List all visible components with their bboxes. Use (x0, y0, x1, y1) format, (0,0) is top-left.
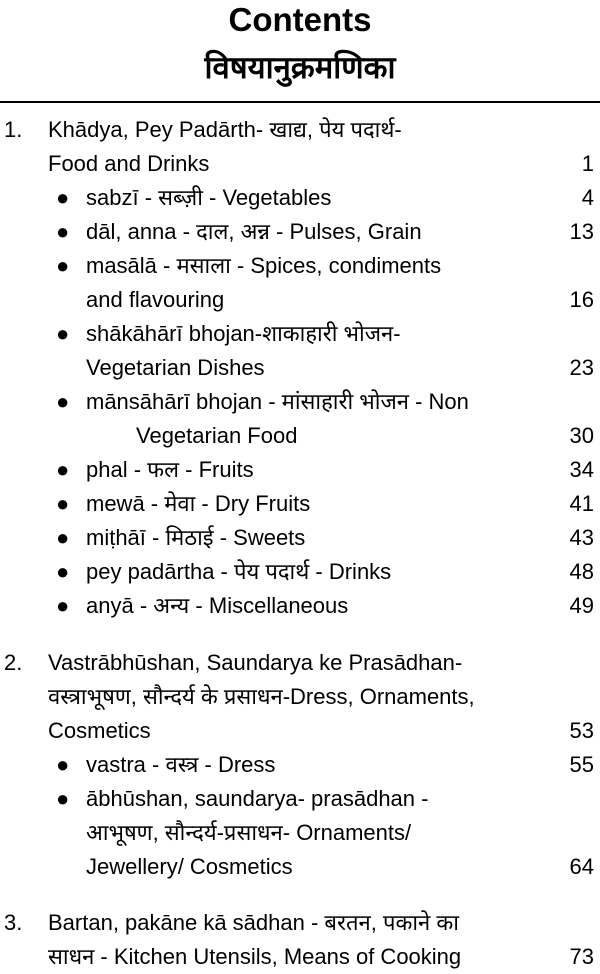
bullet-icon: ● (56, 321, 70, 346)
entry-text: mānsāhārī bhojan - मांसाहारी भोजन - Non (86, 389, 469, 414)
entry-text: mewā - मेवा - Dry Fruits (86, 491, 311, 516)
sub-entry[interactable] (0, 850, 600, 884)
page-number: 30 (569, 423, 594, 448)
page-number: 49 (569, 593, 594, 618)
entry-text: and flavouring (86, 287, 225, 312)
sub-entry[interactable] (0, 249, 600, 283)
entry-text: miṭhāī - मिठाई - Sweets (86, 525, 306, 550)
sub-entry[interactable] (0, 215, 600, 249)
bullet-icon: ● (56, 219, 70, 244)
bullet-icon: ● (56, 786, 70, 811)
page-number: 55 (569, 752, 594, 777)
sub-entry[interactable] (0, 748, 600, 782)
section-entry[interactable] (0, 940, 600, 974)
sub-entry[interactable] (0, 283, 600, 317)
contents-title: Contents (228, 1, 372, 38)
page-number: 23 (569, 355, 594, 380)
bullet-icon: ● (56, 593, 70, 618)
page-number: 43 (569, 525, 594, 550)
entry-text: आभूषण, सौन्दर्य-प्रसाधन- Ornaments/ (86, 820, 412, 845)
page-number: 16 (569, 287, 594, 312)
bullet-icon: ● (56, 559, 70, 584)
entry-text: ābhūshan, saundarya- prasādhan - (86, 786, 429, 811)
sub-entry[interactable] (0, 816, 600, 850)
section-number: 2. (4, 650, 23, 675)
bullet-icon: ● (56, 389, 70, 414)
entry-text: masālā - मसाला - Spices, condiments (86, 253, 442, 278)
section-title-line: साधन - Kitchen Utensils, Means of Cooking (48, 944, 462, 969)
page-number: 53 (569, 718, 594, 743)
entry-text: Vegetarian Food (136, 423, 298, 448)
sub-entry[interactable] (0, 589, 600, 623)
section-title-line: Vastrābhūshan, Saundarya ke Prasādhan- (48, 650, 463, 675)
section-entry[interactable] (0, 646, 600, 680)
entry-text: Vegetarian Dishes (86, 355, 265, 380)
sub-entry[interactable] (0, 782, 600, 816)
bullet-icon: ● (56, 752, 70, 777)
entry-text: shākāhārī bhojan-शाकाहारी भोजन- (86, 321, 401, 346)
section-entry[interactable] (0, 680, 600, 714)
bullet-icon: ● (56, 491, 70, 516)
sub-entry[interactable] (0, 317, 600, 351)
section-title-line: Khādya, Pey Padārth- खाद्य, पेय पदार्थ- (48, 117, 402, 142)
sub-entry[interactable] (0, 487, 600, 521)
sub-entry[interactable] (0, 453, 600, 487)
header-divider (0, 101, 600, 103)
entry-text: phal - फल - Fruits (86, 457, 254, 482)
entry-text: pey padārtha - पेय पदार्थ - Drinks (86, 559, 392, 584)
bullet-icon: ● (56, 457, 70, 482)
contents-subtitle: विषयानुक्रमणिका (204, 50, 396, 86)
page-number: 13 (569, 219, 594, 244)
sub-entry[interactable] (0, 351, 600, 385)
sub-entry[interactable] (0, 555, 600, 589)
bullet-icon: ● (56, 253, 70, 278)
entry-text: anyā - अन्य - Miscellaneous (86, 593, 349, 618)
entry-text: dāl, anna - दाल, अन्न - Pulses, Grain (86, 219, 422, 244)
sub-entry[interactable] (0, 385, 600, 419)
section-entry[interactable] (0, 906, 600, 940)
section-entry[interactable] (0, 147, 600, 181)
page-number: 1 (581, 151, 594, 176)
page-number: 73 (569, 944, 594, 969)
bullet-icon: ● (56, 185, 70, 210)
entry-text: vastra - वस्त्र - Dress (86, 752, 276, 777)
page-number: 41 (569, 491, 594, 516)
sub-entry[interactable] (0, 521, 600, 555)
page-number: 64 (569, 854, 594, 879)
section-entry[interactable] (0, 113, 600, 147)
section-title-line: Food and Drinks (48, 151, 210, 176)
sub-entry[interactable] (0, 419, 600, 453)
section-title-line: Cosmetics (48, 718, 151, 743)
page-number: 4 (581, 185, 594, 210)
section-number: 1. (4, 117, 23, 142)
section-number: 3. (4, 910, 23, 935)
entry-text: sabzī - सब्ज़ी - Vegetables (86, 185, 332, 210)
page-number: 34 (569, 457, 594, 482)
section-title-line: वस्त्राभूषण, सौन्दर्य के प्रसाधन-Dress, Ornaments, (48, 684, 475, 709)
entry-text: Jewellery/ Cosmetics (86, 854, 293, 879)
bullet-icon: ● (56, 525, 70, 550)
sub-entry[interactable] (0, 181, 600, 215)
section-title-line: Bartan, pakāne kā sādhan - बरतन, पकाने का (48, 910, 459, 935)
page-number: 48 (569, 559, 594, 584)
section-entry[interactable] (0, 714, 600, 748)
